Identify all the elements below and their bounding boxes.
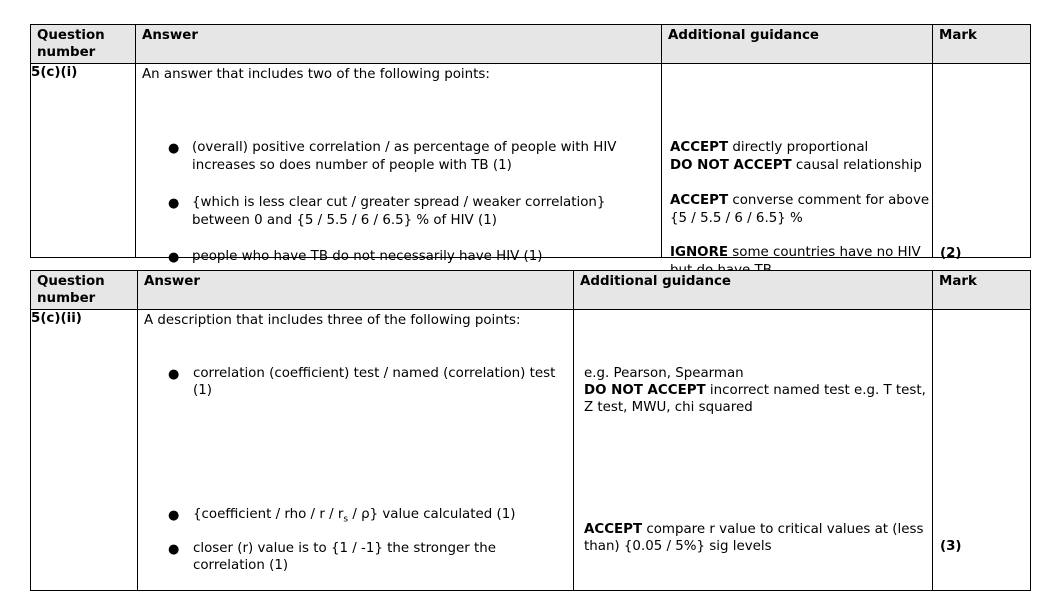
answer-point-1-line-1: correlation (coefficient) test / named (correlation) test bbox=[193, 366, 556, 381]
guidance-line: e.g. Pearson, Spearman bbox=[584, 366, 744, 381]
header-additional-guidance: Additional guidance bbox=[662, 25, 933, 64]
guidance-line: Z test, MWU, chi squared bbox=[584, 400, 753, 415]
mark-cell bbox=[933, 310, 1031, 591]
bullet-icon: ● bbox=[168, 196, 180, 211]
mark-value: (3) bbox=[940, 539, 962, 554]
answer-point-1-line-2: increases so does number of people with TB (1) bbox=[192, 158, 512, 173]
answer-point-1-line-1: (overall) positive correlation / as percentage of people with HIV bbox=[192, 140, 617, 155]
header-question-number: Question number bbox=[31, 25, 136, 64]
header-mark: Mark bbox=[933, 271, 1031, 310]
header-question-number: Question number bbox=[31, 271, 138, 310]
table-row bbox=[31, 310, 1031, 591]
guidance-line: {5 / 5.5 / 6 / 6.5} % bbox=[670, 211, 803, 226]
mark-scheme-table-5ci bbox=[30, 24, 1031, 265]
mark-value: (2) bbox=[940, 246, 962, 261]
guidance-line: DO NOT ACCEPT causal relationship bbox=[670, 158, 922, 173]
answer-point-1-line-2: (1) bbox=[193, 383, 212, 398]
guidance-line: than) {0.05 / 5%} sig levels bbox=[584, 539, 772, 554]
guidance-line: ACCEPT converse comment for above bbox=[670, 193, 930, 208]
answer-point-2-line-2: between 0 and {5 / 5.5 / 6 / 6.5} % of HIV (1) bbox=[192, 213, 497, 228]
guidance-cell bbox=[662, 64, 933, 258]
question-number: 5(c)(ii) bbox=[31, 310, 138, 591]
answer-point-3-line-2: correlation (1) bbox=[193, 558, 289, 573]
mark-cell bbox=[933, 64, 1031, 261]
answer-point-3-line-1: people who have TB do not necessarily have HIV (1) bbox=[192, 249, 543, 264]
guidance-cell bbox=[574, 310, 933, 591]
bullet-icon: ● bbox=[168, 250, 180, 265]
bullet-icon: ● bbox=[168, 542, 180, 557]
table-header-row bbox=[31, 271, 1031, 310]
answer-cell bbox=[136, 64, 662, 265]
guidance-line: ACCEPT compare r value to critical values at (less bbox=[584, 522, 924, 537]
answer-cell bbox=[138, 310, 574, 591]
bullet-icon: ● bbox=[168, 367, 180, 382]
header-mark: Mark bbox=[933, 25, 1031, 64]
answer-point-2-line-1: {which is less clear cut / greater spread / weaker correlation} bbox=[192, 195, 606, 210]
answer-point-3-line-1: closer (r) value is to {1 / -1} the stronger the bbox=[193, 541, 496, 556]
header-answer: Answer bbox=[138, 271, 574, 310]
guidance-line: IGNORE some countries have no HIV bbox=[670, 245, 921, 260]
answer-intro: A description that includes three of the following points: bbox=[144, 313, 521, 328]
bullet-icon: ● bbox=[168, 141, 180, 156]
mark-scheme-table-5cii bbox=[30, 270, 1031, 591]
answer-intro: An answer that includes two of the following points: bbox=[142, 67, 490, 82]
guidance-line: ACCEPT directly proportional bbox=[670, 140, 869, 155]
header-additional-guidance: Additional guidance bbox=[574, 271, 933, 310]
header-answer: Answer bbox=[136, 25, 662, 64]
question-number: 5(c)(i) bbox=[31, 64, 136, 258]
bullet-icon: ● bbox=[168, 508, 180, 523]
table-row bbox=[31, 64, 1031, 258]
answer-point-2-line-1: {coefficient / rho / r / $r_s / \rho$} value calculated (1) bbox=[193, 507, 516, 525]
table-header-row bbox=[31, 25, 1031, 64]
guidance-line: DO NOT ACCEPT incorrect named test e.g. T test, bbox=[584, 383, 926, 398]
